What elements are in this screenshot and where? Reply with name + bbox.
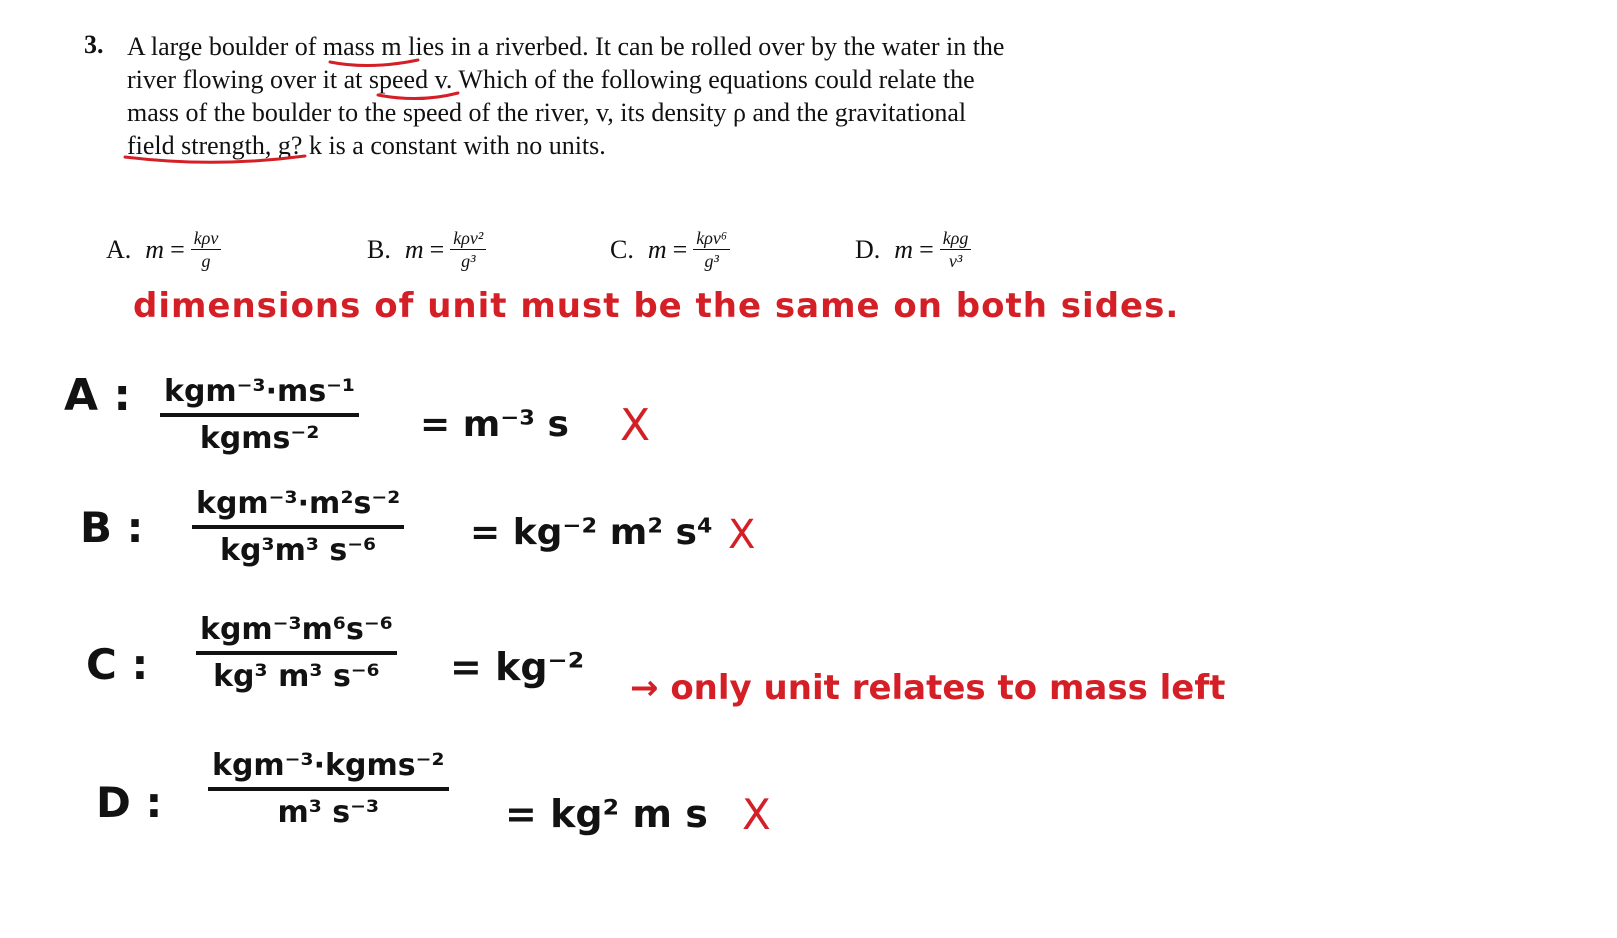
- question-line: A large boulder of mass m lies in a riverbed. It can be rolled over by the water in the: [127, 32, 1005, 61]
- working-a-label: A :: [64, 370, 131, 421]
- question-line: field strength, g? k is a constant with no units.: [127, 131, 606, 160]
- option-b: [367, 228, 486, 271]
- option-letter: C.: [610, 234, 634, 264]
- working-a-fraction: [160, 374, 359, 456]
- option-letter: B.: [367, 234, 391, 264]
- working-b-label: B :: [80, 503, 144, 552]
- option-d: [855, 228, 971, 271]
- working-c-label: C :: [86, 640, 149, 689]
- option-numerator: kρv²: [450, 228, 486, 250]
- working-a-denominator: kgms⁻²: [199, 421, 320, 456]
- option-fraction: [940, 228, 972, 271]
- working-b-denominator: kg³m³ s⁻⁶: [220, 533, 377, 568]
- option-denominator: g³: [704, 251, 719, 271]
- option-fraction: [693, 228, 730, 271]
- working-c-fraction: [196, 612, 397, 694]
- working-b-numerator: kgm⁻³·m²s⁻²: [192, 486, 404, 529]
- working-c-result: = kg⁻²: [450, 645, 585, 689]
- option-denominator: g: [201, 251, 211, 271]
- working-d-numerator: kgm⁻³·kgms⁻²: [208, 748, 449, 791]
- option-fraction: [191, 228, 222, 271]
- option-lhs: m: [894, 234, 914, 264]
- working-d-label: D :: [96, 778, 163, 827]
- option-equals: =: [672, 234, 688, 264]
- option-a: [106, 228, 221, 271]
- option-denominator: g³: [461, 251, 476, 271]
- option-letter: A.: [106, 234, 132, 264]
- working-a-mark: X: [620, 400, 651, 451]
- option-denominator: v³: [948, 251, 963, 271]
- working-a-result: = m⁻³ s: [420, 404, 569, 445]
- working-b-mark: X: [728, 512, 756, 558]
- question-line: river flowing over it at speed v. Which of the following equations could relate the: [127, 65, 975, 94]
- option-letter: D.: [855, 234, 881, 264]
- side-note: → only unit relates to mass left: [630, 668, 1226, 708]
- option-numerator: kρv⁶: [693, 228, 730, 250]
- working-a-numerator: kgm⁻³·ms⁻¹: [160, 374, 359, 417]
- working-d-fraction: [208, 748, 449, 830]
- working-d-mark: X: [742, 790, 771, 839]
- question-text: [127, 30, 1127, 162]
- option-numerator: kρv: [191, 228, 222, 250]
- option-lhs: m: [404, 234, 424, 264]
- working-b-fraction: [192, 486, 404, 568]
- option-equals: =: [919, 234, 934, 264]
- question-line: mass of the boulder to the speed of the river, v, its density ρ and the gravitational: [127, 98, 967, 127]
- option-lhs: m: [145, 234, 165, 264]
- option-c: [610, 228, 730, 271]
- option-equals: =: [170, 234, 185, 264]
- working-c-numerator: kgm⁻³m⁶s⁻⁶: [196, 612, 397, 655]
- option-numerator: kρg: [940, 228, 972, 250]
- working-c-denominator: kg³ m³ s⁻⁶: [213, 659, 380, 694]
- working-d-denominator: m³ s⁻³: [277, 795, 380, 830]
- question-number: 3.: [84, 30, 104, 59]
- note-heading: dimensions of unit must be the same on both sides.: [133, 286, 1180, 326]
- option-lhs: m: [647, 234, 667, 264]
- option-equals: =: [429, 234, 445, 264]
- working-b-result: = kg⁻² m² s⁴: [470, 512, 713, 553]
- option-fraction: [450, 228, 486, 271]
- working-d-result: = kg² m s: [505, 792, 708, 836]
